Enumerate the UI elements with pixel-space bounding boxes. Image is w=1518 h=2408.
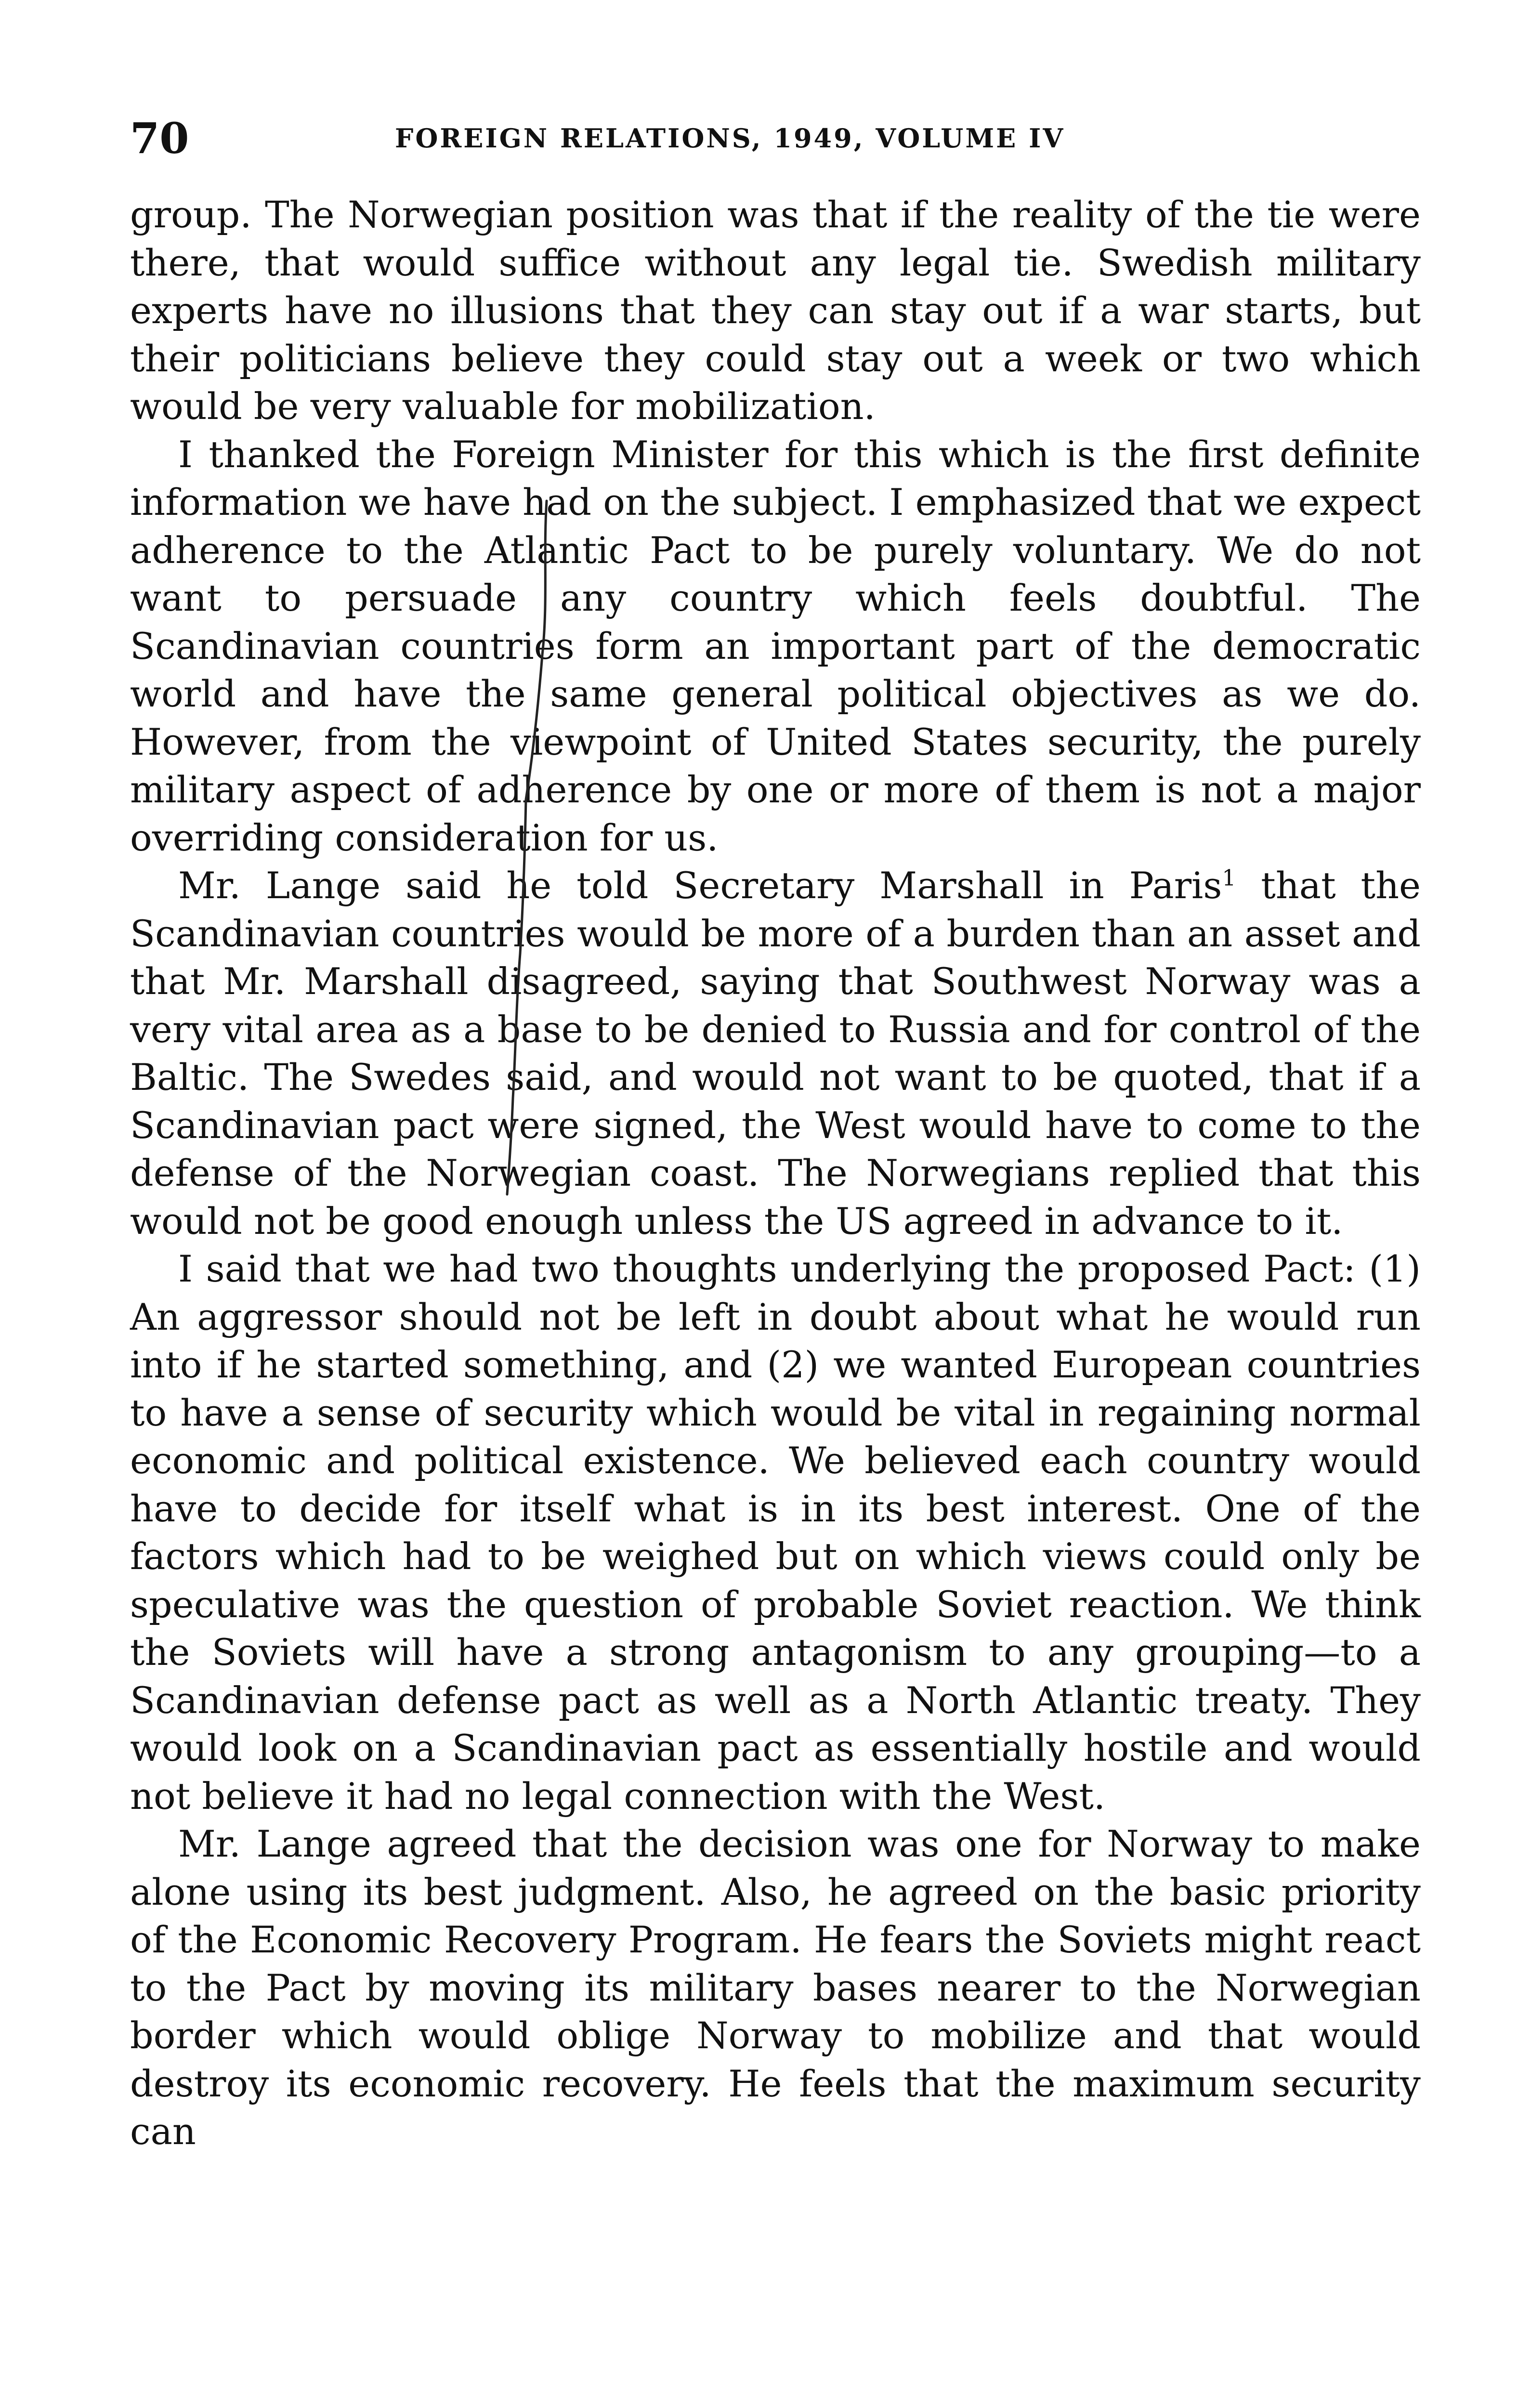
paragraph-3-text-start: Mr. Lange said he told Secretary Marshall in Paris bbox=[178, 864, 1222, 907]
page-number: 70 bbox=[130, 113, 189, 163]
paragraph-4: I said that we had two thoughts underlying the proposed Pact: (1) An aggressor should not be left in doubt about what he would run into if he started something, and (2) we wanted European countries to have a sense of security which would be vital in regaining normal economic and political existence. We believed each country would have to decide for itself what is in its best interest. One of the factors which had to be weighed but on which views could only be speculative was the question of probable Soviet reaction. We think the Soviets will have a strong antagonism to any grouping—to a Scandinavian defense pact as well as a North Atlantic treaty. They would look on a Scandinavian pact as essentially hostile and would not believe it had no legal connection with the West. bbox=[130, 1247, 1421, 1818]
footnote-reference: 1 bbox=[1222, 865, 1236, 891]
paragraph-2: I thanked the Foreign Minister for this which is the first definite information we have had on the subject. I emphasized that we expect adherence to the Atlantic Pact to be purely voluntary. We do not want to persuade any country which feels doubtful. The Scandinavian countries form an important part of the democratic world and have the same general political objectives as we do. However, from the viewpoint of United States security, the purely military aspect of adherence by one or more of them is not a major overriding consideration for us. bbox=[130, 432, 1421, 859]
paragraph-5: Mr. Lange agreed that the decision was one for Norway to make alone using its best judgment. Also, he agreed on the basic priority of the Economic Recovery Program. He fears the Soviets might react to the Pact by moving its military bases nearer to the Norwegian border which would oblige Norway to mobilize and that would destroy its economic recovery. He feels that the maximum security can bbox=[130, 1822, 1421, 2153]
page-header bbox=[130, 107, 1421, 170]
running-head: FOREIGN RELATIONS, 1949, VOLUME IV bbox=[395, 123, 1065, 154]
paragraph-3 bbox=[130, 862, 1421, 1245]
body-text bbox=[130, 191, 1421, 2156]
paragraph-3-text-end: that the Scandinavian countries would be more of a burden than an asset and that Mr. Marshall disagreed, saying that Southwest Norway was a very vital area as a base to be denied to Russia and for control of the Baltic. The Swedes said, and would not want to be quoted, that if a Scandinavian pact were signed, the West would have to come to the defense of the Norwegian coast. The Norwegians replied that this would not be good enough unless the US agreed in advance to it. bbox=[130, 864, 1421, 1243]
paragraph-1: group. The Norwegian position was that if the reality of the tie were there, that would suffice without any legal tie. Swedish military experts have no illusions that they can stay out if a war starts, but their politicians believe they could stay out a week or two which would be very valuable for mobilization. bbox=[130, 193, 1421, 428]
